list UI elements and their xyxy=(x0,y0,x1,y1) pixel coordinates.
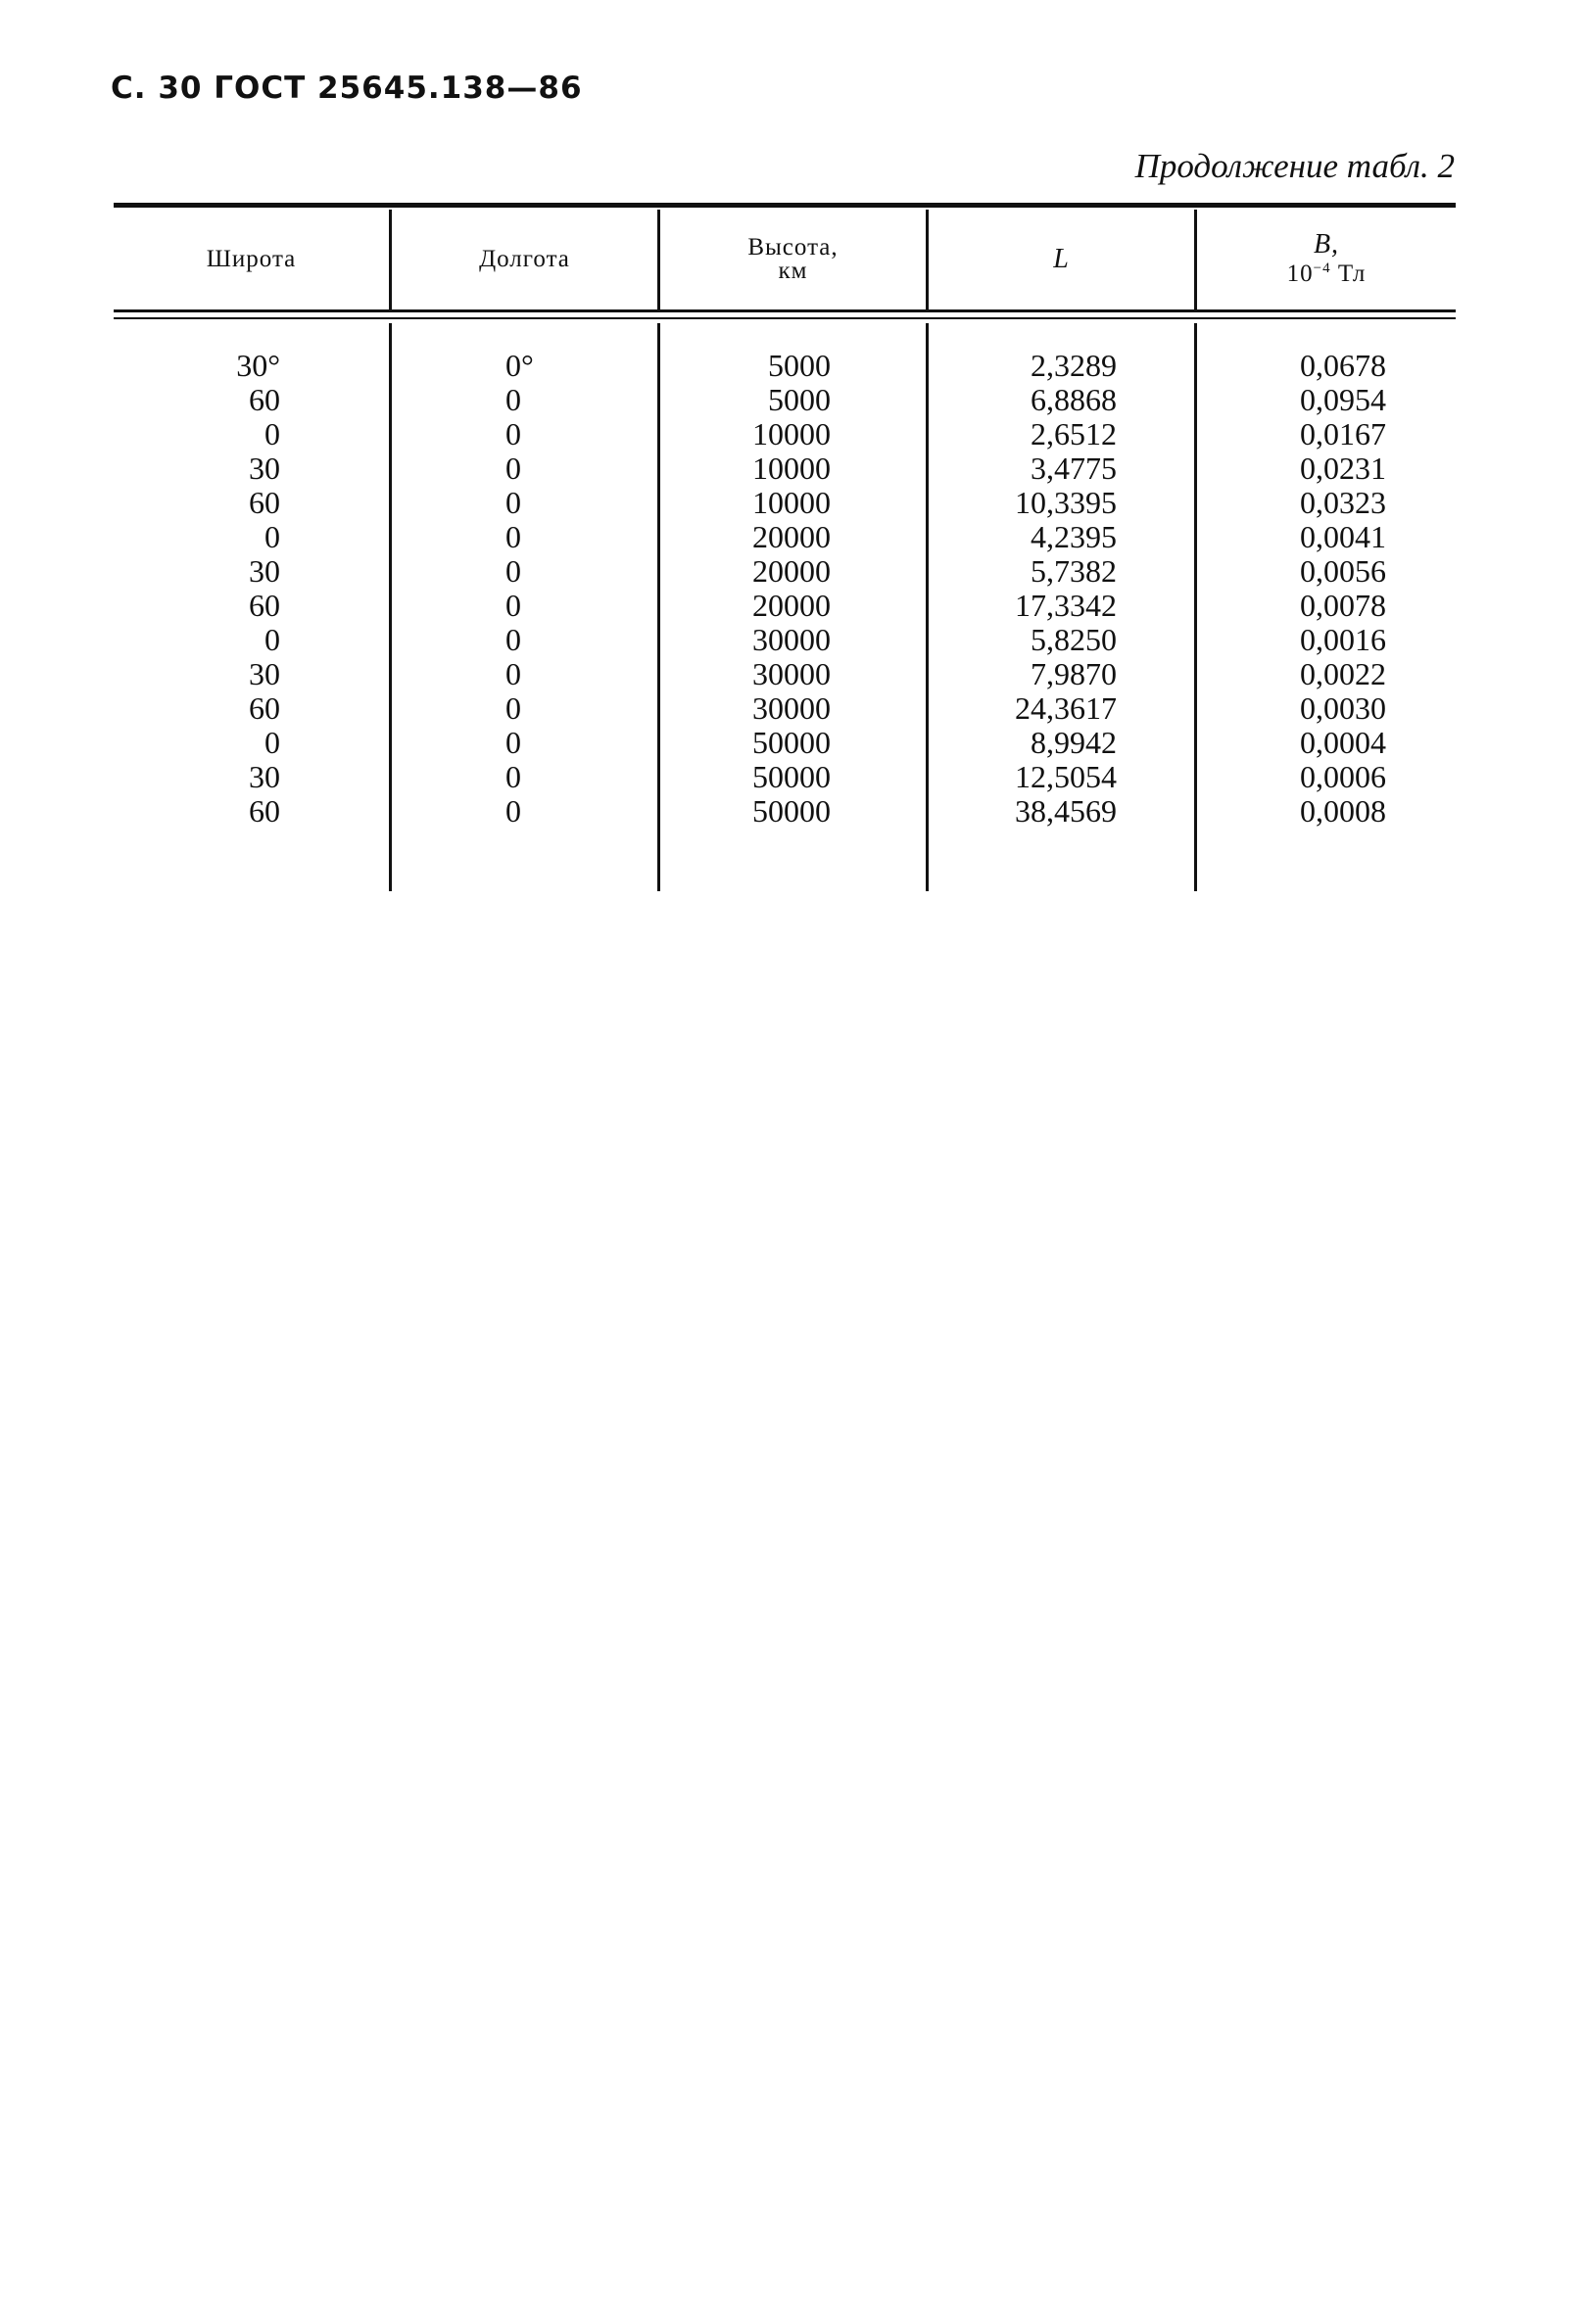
table-cell-l: 24,3617 xyxy=(1015,690,1117,726)
table-cell-altitude: 30000 xyxy=(752,656,831,691)
table-cell-longitude: 0 xyxy=(505,622,521,657)
table-cell-longitude: 0 xyxy=(505,656,521,691)
column-header-b-unit-name: Тл xyxy=(1330,261,1367,287)
column-header-b-exponent: −4 xyxy=(1313,261,1331,276)
table-cell-latitude: 0 xyxy=(264,725,280,760)
table-cell-latitude: 60 xyxy=(249,382,280,417)
column-header-altitude-unit: км xyxy=(778,258,808,284)
table-cell-l: 2,3289 xyxy=(1031,348,1117,383)
table-cell-b: 0,0954 xyxy=(1300,382,1386,417)
table-top-rule xyxy=(114,203,1456,208)
table-cell-longitude: 0 xyxy=(505,382,521,417)
table-cell-altitude: 50000 xyxy=(752,793,831,829)
table-cell-b: 0,0030 xyxy=(1300,690,1386,726)
column-header-l xyxy=(929,210,1194,309)
column-header-longitude xyxy=(392,210,657,309)
table-cell-latitude: 30 xyxy=(249,553,280,589)
table-cell-altitude: 20000 xyxy=(752,588,831,623)
body-divider xyxy=(657,323,660,891)
table-cell-altitude: 30000 xyxy=(752,622,831,657)
column-header-b-prefix: 10 xyxy=(1286,261,1314,287)
table-cell-b: 0,0323 xyxy=(1300,485,1386,520)
table-cell-b: 0,0008 xyxy=(1300,793,1386,829)
table-cell-longitude: 0 xyxy=(505,725,521,760)
table-cell-latitude: 60 xyxy=(249,793,280,829)
table-cell-l: 5,8250 xyxy=(1031,622,1117,657)
table-cell-longitude: 0° xyxy=(505,348,534,383)
table-cell-b: 0,0016 xyxy=(1300,622,1386,657)
column-header-b-unit xyxy=(1287,257,1367,286)
table-cell-l: 4,2395 xyxy=(1031,519,1117,554)
column-header-l-label: L xyxy=(1053,244,1070,274)
table-cell-altitude: 10000 xyxy=(752,416,831,451)
table-cell-b: 0,0004 xyxy=(1300,725,1386,760)
table-cell-latitude: 30 xyxy=(249,656,280,691)
table-cell-latitude: 60 xyxy=(249,588,280,623)
table-cell-l: 8,9942 xyxy=(1031,725,1117,760)
table-cell-latitude: 30 xyxy=(249,451,280,486)
table-cell-b: 0,0041 xyxy=(1300,519,1386,554)
table-cell-altitude: 20000 xyxy=(752,519,831,554)
table-cell-altitude: 30000 xyxy=(752,690,831,726)
table-cell-latitude: 60 xyxy=(249,690,280,726)
table-caption: Продолжение табл. 2 xyxy=(1134,147,1455,185)
table-cell-longitude: 0 xyxy=(505,588,521,623)
b-column xyxy=(1264,349,1386,829)
table-cell-b: 0,0056 xyxy=(1300,553,1386,589)
table-cell-l: 6,8868 xyxy=(1031,382,1117,417)
body-divider xyxy=(1194,323,1197,891)
l-column xyxy=(970,349,1117,829)
page-header: С. 30 ГОСТ 25645.138—86 xyxy=(111,71,583,106)
table-cell-l: 10,3395 xyxy=(1015,485,1117,520)
column-header-altitude xyxy=(660,210,926,309)
table-cell-longitude: 0 xyxy=(505,485,521,520)
table-cell-latitude: 0 xyxy=(264,416,280,451)
table-cell-altitude: 5000 xyxy=(768,348,831,383)
altitude-column xyxy=(703,349,831,829)
table-cell-l: 3,4775 xyxy=(1031,451,1117,486)
table-cell-latitude: 60 xyxy=(249,485,280,520)
table-cell-latitude: 30 xyxy=(249,759,280,794)
table-cell-longitude: 0 xyxy=(505,519,521,554)
column-header-altitude-label: Высота, xyxy=(747,234,839,261)
table-cell-altitude: 50000 xyxy=(752,759,831,794)
table-cell-altitude: 5000 xyxy=(768,382,831,417)
table-cell-altitude: 50000 xyxy=(752,725,831,760)
table-cell-b: 0,0678 xyxy=(1300,348,1386,383)
table-cell-altitude: 10000 xyxy=(752,451,831,486)
table-cell-b: 0,0078 xyxy=(1300,588,1386,623)
column-header-b xyxy=(1197,210,1456,309)
table-header-rule-secondary xyxy=(114,317,1456,319)
table-cell-latitude: 30° xyxy=(236,348,280,383)
longitude-column xyxy=(505,349,549,829)
table-cell-b: 0,0231 xyxy=(1300,451,1386,486)
table-header-rule xyxy=(114,309,1456,312)
latitude-column xyxy=(196,349,280,829)
table-cell-b: 0,0022 xyxy=(1300,656,1386,691)
column-header-b-label: B, xyxy=(1313,229,1340,260)
table-cell-latitude: 0 xyxy=(264,622,280,657)
table-cell-l: 12,5054 xyxy=(1015,759,1117,794)
body-divider xyxy=(926,323,929,891)
column-header-latitude xyxy=(114,210,389,309)
table-cell-altitude: 20000 xyxy=(752,553,831,589)
table-cell-longitude: 0 xyxy=(505,451,521,486)
table-cell-b: 0,0006 xyxy=(1300,759,1386,794)
table-cell-latitude: 0 xyxy=(264,519,280,554)
table-cell-l: 38,4569 xyxy=(1015,793,1117,829)
table-cell-longitude: 0 xyxy=(505,759,521,794)
column-header-longitude-label: Долгота xyxy=(479,246,570,272)
table-cell-l: 5,7382 xyxy=(1031,553,1117,589)
table-cell-longitude: 0 xyxy=(505,793,521,829)
table-cell-l: 7,9870 xyxy=(1031,656,1117,691)
body-divider xyxy=(389,323,392,891)
table-cell-longitude: 0 xyxy=(505,416,521,451)
table-cell-l: 17,3342 xyxy=(1015,588,1117,623)
table-cell-altitude: 10000 xyxy=(752,485,831,520)
column-header-latitude-label: Широта xyxy=(206,246,297,272)
table-cell-longitude: 0 xyxy=(505,690,521,726)
table-cell-l: 2,6512 xyxy=(1031,416,1117,451)
table-cell-longitude: 0 xyxy=(505,553,521,589)
table-cell-b: 0,0167 xyxy=(1300,416,1386,451)
